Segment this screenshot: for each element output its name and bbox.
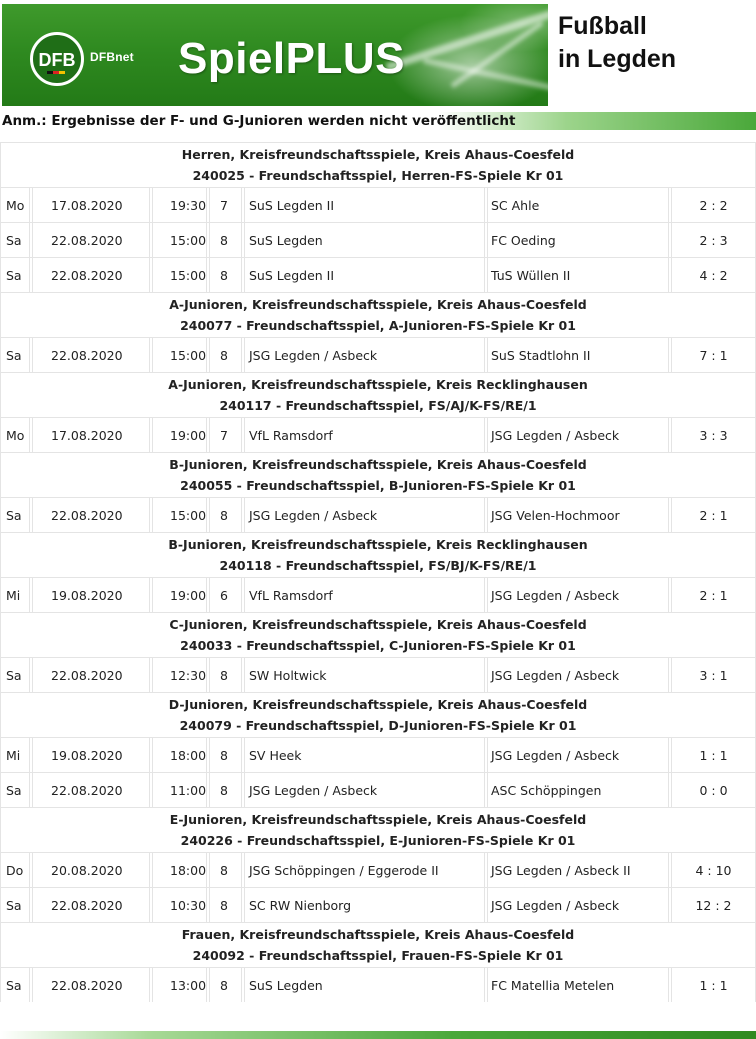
spielplus-brand: SpielPLUS	[178, 34, 405, 83]
svg-text:DFB: DFB	[38, 50, 76, 70]
match-time: 15:00	[152, 258, 207, 292]
match-matchday: 8	[209, 738, 242, 772]
match-date: 22.08.2020	[32, 888, 150, 922]
match-matchday: 8	[209, 338, 242, 372]
competition-header	[0, 532, 756, 577]
match-score[interactable]: 1 : 1	[671, 738, 756, 772]
match-row[interactable]	[0, 887, 756, 922]
away-team[interactable]: JSG Legden / Asbeck	[487, 578, 669, 612]
home-team[interactable]: SC RW Nienborg	[244, 888, 485, 922]
match-time: 18:00	[152, 738, 207, 772]
match-weekday: Sa	[0, 888, 30, 922]
match-score[interactable]: 2 : 2	[671, 188, 756, 222]
match-score[interactable]: 3 : 1	[671, 658, 756, 692]
match-date: 22.08.2020	[32, 968, 150, 1002]
match-time: 15:00	[152, 338, 207, 372]
match-matchday: 8	[209, 258, 242, 292]
home-team[interactable]: VfL Ramsdorf	[244, 418, 485, 452]
home-team[interactable]: SV Heek	[244, 738, 485, 772]
competition-header	[0, 452, 756, 497]
match-time: 10:30	[152, 888, 207, 922]
match-score[interactable]: 2 : 1	[671, 578, 756, 612]
competition-title: Herren, Kreisfreundschaftsspiele, Kreis Ahaus-Coesfeld	[181, 147, 575, 162]
competition-subtitle: 240077 - Freundschaftsspiel, A-Junioren-FS-Spiele Kr 01	[180, 318, 576, 333]
match-row[interactable]	[0, 657, 756, 692]
match-row[interactable]	[0, 337, 756, 372]
match-weekday: Sa	[0, 258, 30, 292]
competition-header	[0, 292, 756, 337]
away-team[interactable]: JSG Legden / Asbeck	[487, 418, 669, 452]
match-score[interactable]: 4 : 10	[671, 853, 756, 887]
away-team[interactable]: JSG Legden / Asbeck	[487, 738, 669, 772]
match-date: 17.08.2020	[32, 188, 150, 222]
page-title-line2: in Legden	[558, 45, 677, 73]
competition-subtitle: 240079 - Freundschaftsspiel, D-Junioren-FS-Spiele Kr 01	[179, 718, 577, 733]
match-matchday: 6	[209, 578, 242, 612]
match-time: 11:00	[152, 773, 207, 807]
home-team[interactable]: SuS Legden II	[244, 188, 485, 222]
home-team[interactable]: SuS Legden II	[244, 258, 485, 292]
match-date: 22.08.2020	[32, 258, 150, 292]
match-matchday: 8	[209, 223, 242, 257]
match-date: 19.08.2020	[32, 738, 150, 772]
match-date: 22.08.2020	[32, 223, 150, 257]
match-weekday: Mi	[0, 578, 30, 612]
match-date: 22.08.2020	[32, 498, 150, 532]
away-team[interactable]: SC Ahle	[487, 188, 669, 222]
match-matchday: 8	[209, 968, 242, 1002]
match-row[interactable]	[0, 967, 756, 1002]
match-matchday: 8	[209, 773, 242, 807]
away-team[interactable]: JSG Velen-Hochmoor	[487, 498, 669, 532]
match-score[interactable]: 7 : 1	[671, 338, 756, 372]
dfbnet-logo-text: DFBnet	[90, 50, 134, 64]
home-team[interactable]: JSG Legden / Asbeck	[244, 338, 485, 372]
match-matchday: 8	[209, 498, 242, 532]
match-date: 22.08.2020	[32, 773, 150, 807]
competition-subtitle: 240118 - Freundschaftsspiel, FS/BJ/K-FS/RE/1	[219, 558, 537, 573]
competition-title: D-Junioren, Kreisfreundschaftsspiele, Kreis Ahaus-Coesfeld	[168, 697, 588, 712]
match-score[interactable]: 1 : 1	[671, 968, 756, 1002]
match-score[interactable]: 2 : 1	[671, 498, 756, 532]
dfb-logo-icon[interactable]	[30, 32, 84, 86]
competition-title: A-Junioren, Kreisfreundschaftsspiele, Kreis Recklinghausen	[168, 377, 588, 392]
match-weekday: Sa	[0, 773, 30, 807]
competition-title: E-Junioren, Kreisfreundschaftsspiele, Kreis Ahaus-Coesfeld	[169, 812, 587, 827]
competition-title: C-Junioren, Kreisfreundschaftsspiele, Kreis Ahaus-Coesfeld	[169, 617, 587, 632]
match-weekday: Sa	[0, 968, 30, 1002]
match-time: 19:00	[152, 418, 207, 452]
match-matchday: 8	[209, 658, 242, 692]
match-time: 15:00	[152, 498, 207, 532]
match-score[interactable]: 2 : 3	[671, 223, 756, 257]
away-team[interactable]: SuS Stadtlohn II	[487, 338, 669, 372]
competition-header	[0, 807, 756, 852]
competition-header	[0, 612, 756, 657]
note-bar	[0, 112, 756, 130]
match-time: 15:00	[152, 223, 207, 257]
away-team[interactable]: JSG Legden / Asbeck II	[487, 853, 669, 887]
match-score[interactable]: 4 : 2	[671, 258, 756, 292]
away-team[interactable]: FC Oeding	[487, 223, 669, 257]
home-team[interactable]: JSG Legden / Asbeck	[244, 773, 485, 807]
home-team[interactable]: SuS Legden	[244, 223, 485, 257]
page-header	[0, 0, 756, 112]
home-team[interactable]: VfL Ramsdorf	[244, 578, 485, 612]
match-row[interactable]	[0, 222, 756, 257]
competition-title: Frauen, Kreisfreundschaftsspiele, Kreis Ahaus-Coesfeld	[181, 927, 575, 942]
match-date: 20.08.2020	[32, 853, 150, 887]
competition-subtitle: 240226 - Freundschaftsspiel, E-Junioren-FS-Spiele Kr 01	[180, 833, 576, 848]
match-date: 22.08.2020	[32, 338, 150, 372]
competition-title: A-Junioren, Kreisfreundschaftsspiele, Kreis Ahaus-Coesfeld	[169, 297, 587, 312]
match-time: 18:00	[152, 853, 207, 887]
match-row[interactable]	[0, 187, 756, 222]
home-team[interactable]: SuS Legden	[244, 968, 485, 1002]
match-time: 12:30	[152, 658, 207, 692]
match-score[interactable]: 0 : 0	[671, 773, 756, 807]
away-team[interactable]: ASC Schöppingen	[487, 773, 669, 807]
match-weekday: Sa	[0, 338, 30, 372]
match-score[interactable]: 3 : 3	[671, 418, 756, 452]
match-matchday: 7	[209, 188, 242, 222]
match-matchday: 8	[209, 888, 242, 922]
match-row[interactable]	[0, 737, 756, 772]
match-row[interactable]	[0, 497, 756, 532]
match-date: 22.08.2020	[32, 658, 150, 692]
match-weekday: Mo	[0, 188, 30, 222]
page-title-line1: Fußball	[558, 12, 647, 40]
away-team[interactable]: JSG Legden / Asbeck	[487, 658, 669, 692]
competition-title: B-Junioren, Kreisfreundschaftsspiele, Kreis Recklinghausen	[168, 537, 588, 552]
match-date: 17.08.2020	[32, 418, 150, 452]
competition-subtitle: 240025 - Freundschaftsspiel, Herren-FS-Spiele Kr 01	[192, 168, 564, 183]
competition-subtitle: 240033 - Freundschaftsspiel, C-Junioren-FS-Spiele Kr 01	[180, 638, 576, 653]
match-date: 19.08.2020	[32, 578, 150, 612]
match-matchday: 8	[209, 853, 242, 887]
note-text: Anm.: Ergebnisse der F- und G-Junioren werden nicht veröffentlicht	[2, 113, 516, 129]
away-team[interactable]: TuS Wüllen II	[487, 258, 669, 292]
match-time: 19:00	[152, 578, 207, 612]
home-team[interactable]: JSG Legden / Asbeck	[244, 498, 485, 532]
home-team[interactable]: JSG Schöppingen / Eggerode II	[244, 853, 485, 887]
match-weekday: Sa	[0, 498, 30, 532]
competition-header	[0, 692, 756, 737]
match-matchday: 7	[209, 418, 242, 452]
competition-header	[0, 922, 756, 967]
match-row[interactable]	[0, 417, 756, 452]
footer-bar	[0, 1031, 756, 1039]
match-row[interactable]	[0, 577, 756, 612]
competition-subtitle: 240117 - Freundschaftsspiel, FS/AJ/K-FS/RE/1	[219, 398, 537, 413]
spielplus-banner[interactable]	[2, 4, 548, 106]
match-row[interactable]	[0, 772, 756, 807]
match-weekday: Do	[0, 853, 30, 887]
match-score[interactable]: 12 : 2	[671, 888, 756, 922]
match-time: 13:00	[152, 968, 207, 1002]
match-weekday: Sa	[0, 223, 30, 257]
match-time: 19:30	[152, 188, 207, 222]
match-row[interactable]	[0, 257, 756, 292]
page-title	[558, 10, 748, 76]
match-weekday: Mi	[0, 738, 30, 772]
match-list	[0, 142, 756, 1002]
match-weekday: Sa	[0, 658, 30, 692]
home-team[interactable]: SW Holtwick	[244, 658, 485, 692]
competition-header	[0, 142, 756, 187]
competition-subtitle: 240092 - Freundschaftsspiel, Frauen-FS-Spiele Kr 01	[192, 948, 564, 963]
match-weekday: Mo	[0, 418, 30, 452]
match-row[interactable]	[0, 852, 756, 887]
away-team[interactable]: FC Matellia Metelen	[487, 968, 669, 1002]
competition-header	[0, 372, 756, 417]
competition-subtitle: 240055 - Freundschaftsspiel, B-Junioren-FS-Spiele Kr 01	[180, 478, 576, 493]
away-team[interactable]: JSG Legden / Asbeck	[487, 888, 669, 922]
competition-title: B-Junioren, Kreisfreundschaftsspiele, Kreis Ahaus-Coesfeld	[169, 457, 587, 472]
